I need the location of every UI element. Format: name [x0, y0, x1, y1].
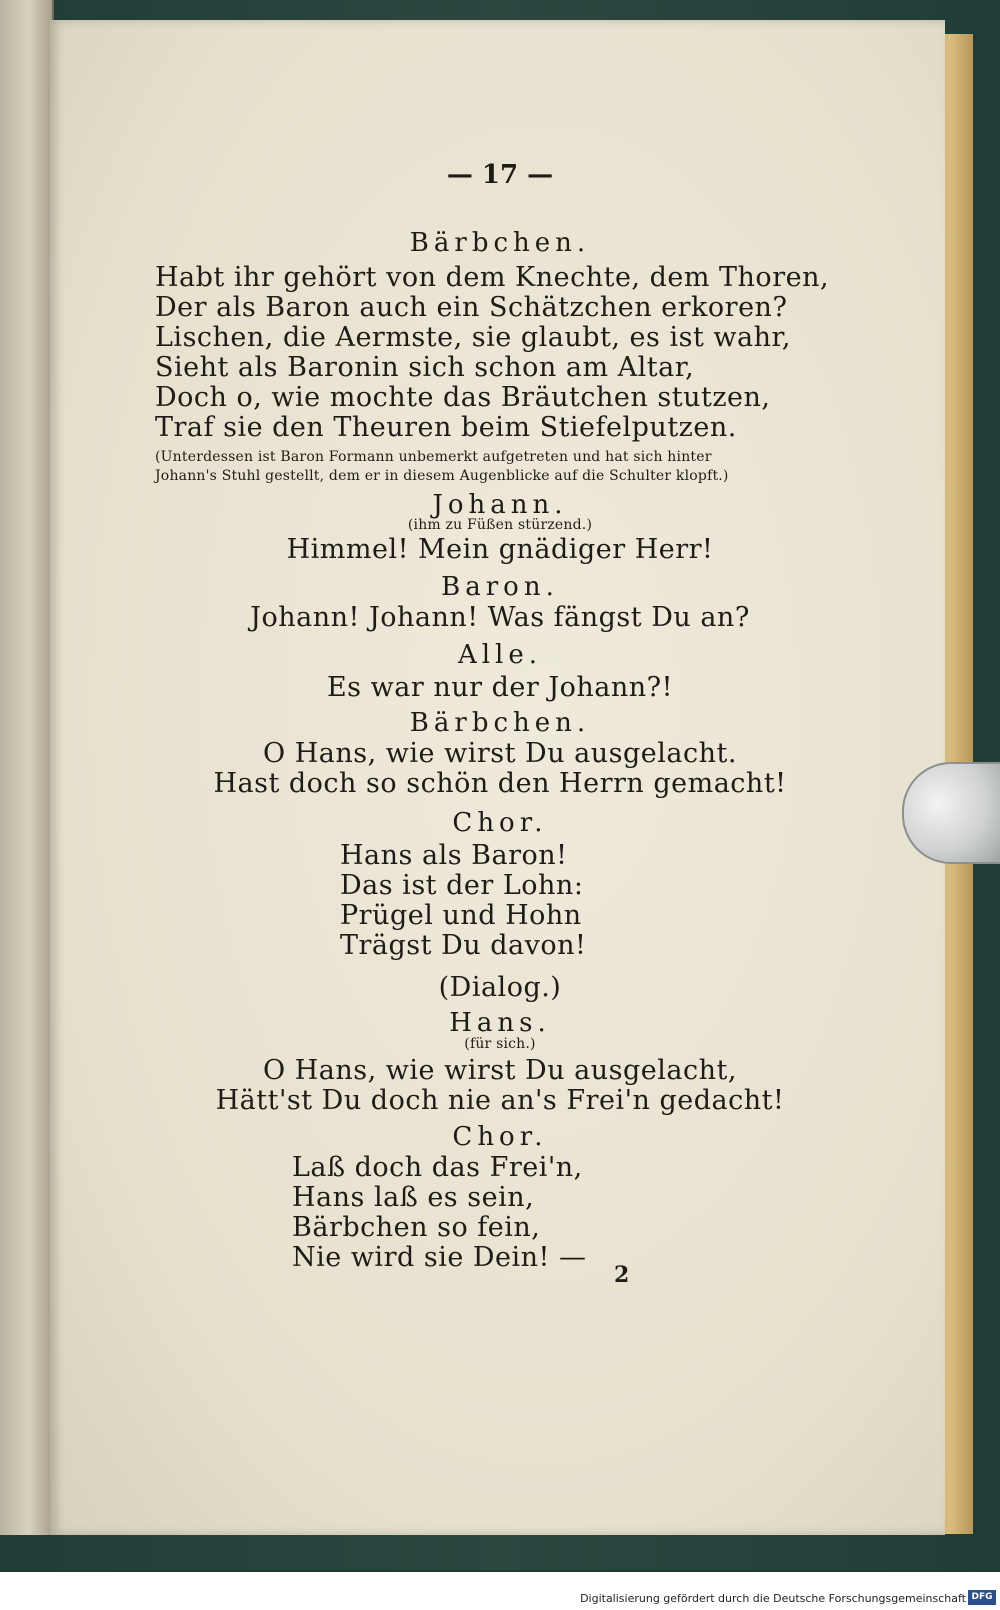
verse-line: Es war nur der Johann?!	[326, 672, 674, 703]
verse-line: Traf sie den Theuren beim Stiefelputzen.	[155, 412, 737, 443]
verse-line: Das ist der Lohn:	[340, 870, 584, 901]
verse-line: Himmel! Mein gnädiger Herr!	[286, 534, 714, 565]
verse-line: Hans als Baron!	[340, 840, 568, 871]
speaker-name: Chor.	[452, 808, 548, 838]
verse-line: Nie wird sie Dein! —	[292, 1242, 587, 1273]
speaker-name: Hans.	[449, 1008, 551, 1038]
speaker-name: Baron.	[441, 572, 559, 602]
stage-direction: (für sich.)	[464, 1036, 536, 1052]
verse-line: Der als Baron auch ein Schätzchen erkoren?	[155, 292, 788, 323]
speaker-name: Johann.	[432, 490, 568, 520]
verse-line: Bärbchen so fein,	[292, 1212, 541, 1243]
verse-line: Habt ihr gehört von dem Knechte, dem Thoren,	[155, 262, 830, 293]
verse-line: Lischen, die Aermste, sie glaubt, es ist wahr,	[155, 322, 791, 353]
dfg-logo: DFG	[968, 1590, 996, 1605]
stage-direction: (ihm zu Füßen stürzend.)	[407, 517, 593, 533]
signature-mark: 2	[614, 1262, 630, 1288]
verse-line: (Dialog.)	[438, 972, 562, 1003]
verse-line: Sieht als Baronin sich schon am Altar,	[155, 352, 695, 383]
speaker-name: Bärbchen.	[409, 708, 591, 738]
verse-line: Doch o, wie mochte das Bräutchen stutzen,	[155, 382, 771, 413]
verse-line: Laß doch das Frei'n,	[292, 1152, 583, 1183]
verse-line: Hans laß es sein,	[292, 1182, 535, 1213]
speaker-name: Chor.	[452, 1122, 548, 1152]
footer-credit: Digitalisierung gefördert durch die Deutsche Forschungsgemeinschaft	[580, 1592, 966, 1605]
speaker-name: Alle.	[457, 640, 543, 670]
verse-line: Johann! Johann! Was fängst Du an?	[250, 602, 750, 633]
stage-direction: (Unterdessen ist Baron Formann unbemerkt aufgetreten und hat sich hinter	[155, 449, 712, 465]
verse-line: Hast doch so schön den Herrn gemacht!	[213, 768, 787, 799]
verse-line: Hätt'st Du doch nie an's Frei'n gedacht!	[215, 1085, 785, 1116]
verse-line: O Hans, wie wirst Du ausgelacht.	[263, 738, 737, 769]
stage-direction: Johann's Stuhl gestellt, dem er in diesem Augenblicke auf die Schulter klopft.)	[155, 468, 729, 484]
footer-bar	[0, 1572, 1000, 1610]
page-number: — 17 —	[446, 160, 554, 190]
verse-line: Prügel und Hohn	[340, 900, 582, 931]
verse-line: O Hans, wie wirst Du ausgelacht,	[263, 1055, 737, 1086]
verse-line: Trägst Du davon!	[340, 930, 587, 961]
speaker-name: Bärbchen.	[409, 228, 591, 258]
